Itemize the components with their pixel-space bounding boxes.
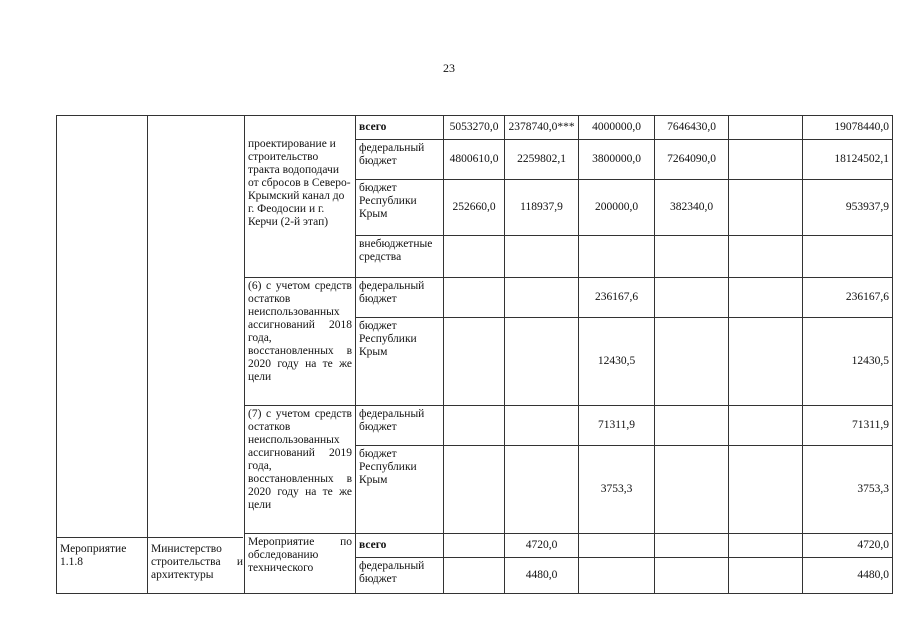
value-cell: 3753,3 [803,446,893,534]
value-cell: 18124502,1 [803,140,893,180]
value-cell: 382340,0 [655,180,729,236]
description-cell: (6) с учетом средств остатков неиспользованных ассигнований 2018 года, восстановленных в 2020 году на те же цели [245,278,356,406]
value-cell: 4480,0 [505,558,579,594]
source-label: бюджет Республики Крым [356,180,444,236]
value-cell: 19078440,0 [803,116,893,140]
page-number: 23 [443,61,455,75]
source-label: федеральный бюджет [356,558,444,594]
funding-table [56,115,893,594]
value-cell: 236167,6 [803,278,893,318]
value-cell: 4720,0 [803,534,893,558]
source-label: бюджет Республики Крым [356,318,444,406]
source-label: внебюджетные средства [356,236,444,278]
source-label: федеральный бюджет [356,140,444,180]
value-cell: 12430,5 [579,318,655,406]
value-cell: 2378740,0*** [505,116,579,140]
value-cell: 4800610,0 [444,140,505,180]
executor-cell [148,116,245,594]
value-cell: 4720,0 [505,534,579,558]
description-cell: проектирование и строительство тракта водоподачи от сбросов в Северо-Крымский канал до г. Феодосии и г. Керчи (2-й этап) [245,116,356,278]
value-cell: 236167,6 [579,278,655,318]
value-cell: 252660,0 [444,180,505,236]
value-cell: 4000000,0 [579,116,655,140]
value-cell: 2259802,1 [505,140,579,180]
value-cell [729,116,803,140]
executor-label: Министерство строительства и архитектуры [151,543,243,581]
source-label: федеральный бюджет [356,278,444,318]
source-label: бюджет Республики Крым [356,446,444,534]
source-label: всего [356,534,444,558]
value-cell: 200000,0 [579,180,655,236]
source-label: федеральный бюджет [356,406,444,446]
value-cell: 71311,9 [579,406,655,446]
value-cell: 3800000,0 [579,140,655,180]
measure-cell [57,116,148,594]
value-cell: 71311,9 [803,406,893,446]
value-cell: 7264090,0 [655,140,729,180]
value-cell: 118937,9 [505,180,579,236]
source-label: всего [356,116,444,140]
description-cell: Мероприятие по обследованию технического [245,534,356,594]
value-cell: 7646430,0 [655,116,729,140]
value-cell: 12430,5 [803,318,893,406]
value-cell: 5053270,0 [444,116,505,140]
value-cell [729,180,803,236]
value-cell: 953937,9 [803,180,893,236]
value-cell: 4480,0 [803,558,893,594]
value-cell: 3753,3 [579,446,655,534]
value-cell [729,140,803,180]
description-cell: (7) с учетом средств остатков неиспользованных ассигнований 2019 года, восстановленных в 2020 году на те же цели [245,406,356,534]
table-row [57,116,893,140]
measure-label: Мероприятие 1.1.8 [60,543,127,568]
block-d-divider [56,537,243,538]
